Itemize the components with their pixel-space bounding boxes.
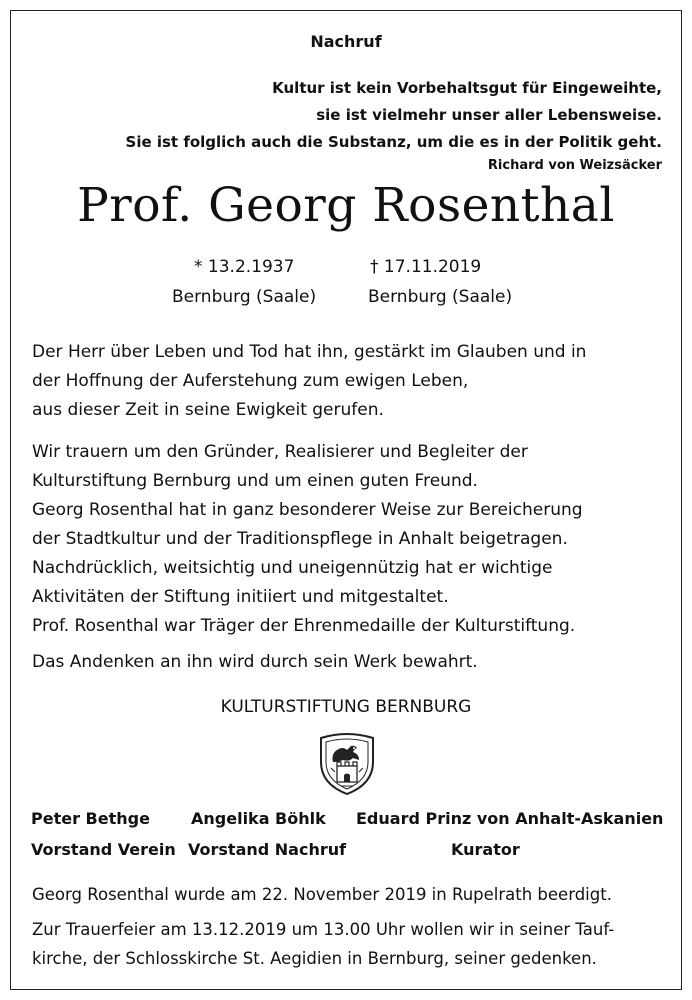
paragraph-2-line-5: Nachdrücklich, weitsichtig und uneigennützig hat er wichtige — [32, 558, 553, 578]
death-place: Bernburg (Saale) — [368, 287, 513, 307]
memorial-line-2: kirche, der Schlosskirche St. Aegidien in Bernburg, seiner gedenken. — [32, 949, 597, 968]
birth-date: * 13.2.1937 — [194, 257, 295, 277]
organization-name: KULTURSTIFTUNG BERNBURG — [220, 697, 472, 717]
quote-line-2: sie ist vielmehr unser aller Lebensweise. — [316, 106, 662, 124]
quote-author: Richard von Weizsäcker — [487, 158, 662, 173]
signatory-3-name: Eduard Prinz von Anhalt-Askanien — [356, 809, 664, 828]
heading-nachruf: Nachruf — [310, 32, 382, 51]
paragraph-1-line-2: der Hoffnung der Auferstehung zum ewigen Leben, — [32, 371, 469, 391]
paragraph-2-line-7: Prof. Rosenthal war Träger der Ehrenmedaille der Kulturstiftung. — [32, 616, 576, 636]
deceased-name: Prof. Georg Rosenthal — [77, 178, 615, 233]
burial-notice: Georg Rosenthal wurde am 22. November 2019 in Rupelrath beerdigt. — [32, 885, 612, 904]
paragraph-1-line-1: Der Herr über Leben und Tod hat ihn, gestärkt im Glauben und in — [32, 342, 587, 362]
birth-place: Bernburg (Saale) — [172, 287, 317, 307]
paragraph-2-line-4: der Stadtkultur und der Traditionspflege in Anhalt beigetragen. — [32, 529, 568, 549]
signatory-1-role: Vorstand Verein — [31, 840, 176, 859]
signatory-1-name: Peter Bethge — [31, 809, 150, 828]
quote-line-3: Sie ist folglich auch die Substanz, um die es in der Politik geht. — [125, 133, 662, 151]
signatory-3-role: Kurator — [451, 840, 520, 859]
paragraph-2-line-2: Kulturstiftung Bernburg und um einen guten Freund. — [32, 471, 478, 491]
coat-of-arms-icon — [317, 732, 377, 797]
paragraph-2-line-1: Wir trauern um den Gründer, Realisierer und Begleiter der — [32, 442, 528, 462]
signatory-2-role: Vorstand Nachruf — [188, 840, 347, 859]
memorial-line-1: Zur Trauerfeier am 13.12.2019 um 13.00 Uhr wollen wir in seiner Tauf- — [32, 920, 615, 939]
paragraph-2-line-6: Aktivitäten der Stiftung initiiert und mitgestaltet. — [32, 587, 449, 607]
signatory-2-name: Angelika Böhlk — [191, 809, 326, 828]
death-date: † 17.11.2019 — [370, 257, 482, 277]
paragraph-2-line-8: Das Andenken an ihn wird durch sein Werk bewahrt. — [32, 652, 478, 672]
paragraph-1-line-3: aus dieser Zeit in seine Ewigkeit gerufen. — [32, 400, 384, 420]
quote-line-1: Kultur ist kein Vorbehaltsgut für Eingeweihte, — [272, 79, 662, 97]
paragraph-2-line-3: Georg Rosenthal hat in ganz besonderer Weise zur Bereicherung — [32, 500, 583, 520]
